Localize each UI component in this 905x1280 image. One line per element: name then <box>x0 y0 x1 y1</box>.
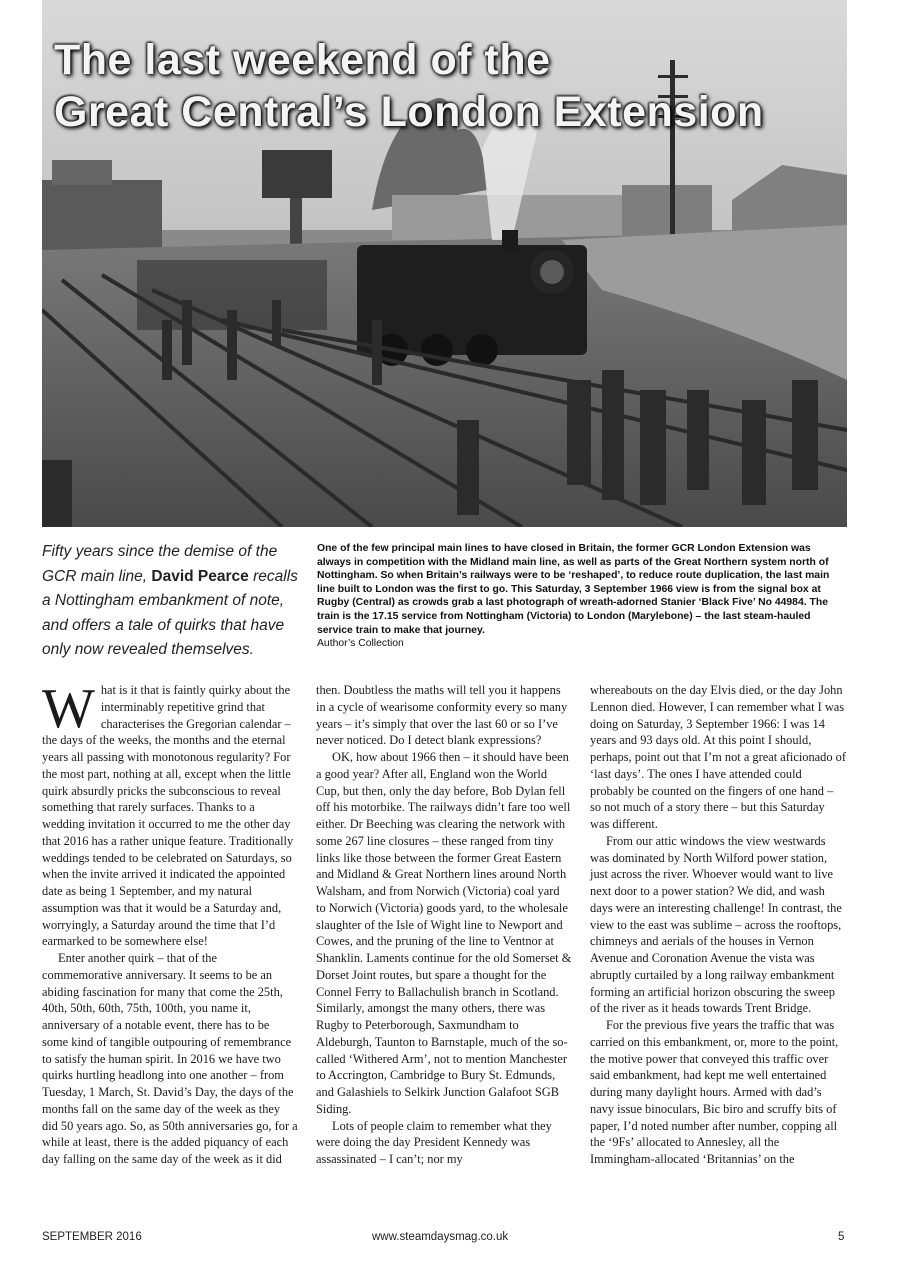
photo-credit: Author’s Collection <box>317 638 404 650</box>
page-number: 5 <box>838 1231 845 1243</box>
headline-line-1: The last weekend of the <box>54 36 551 84</box>
drop-cap: W <box>42 678 95 740</box>
paragraph: hat is it that is faintly quirky about the interminably repetitive grind that characterises the Gregorian calendar – the days of the weeks, the months and the eternal years all passing with monotonous regularity? For the most part, nothing at all, except when the little quirk absurdly pricks the subconscious to reveal something that rarely surfaces. Thanks to a wedding invitation it occurred to me the other day that 2016 has a rather unique feature. Traditionally weddings tended to be celebrated on Saturdays, so when the invite arrived it indicated the appointed date as being 1 September, and my natural assumption was that it would be a Saturday and, worryingly, a Saturday around the time that I’d earmarked to be somewhere else! <box>42 683 294 949</box>
photo-caption <box>317 542 847 651</box>
standfirst <box>42 540 304 663</box>
paragraph: whereabouts on the day Elvis died, or the day John Lennon died. However, I can remember what I was doing on Saturday, 3 September 1966: I was 14 years and 93 days old. At this point I should, perhaps, point out that I’m not a great aficionado of ‘last days’. The ones I have attended could probably be counted on the fingers of one hand – so not much of a story there – but this Saturday was different. <box>590 683 846 831</box>
paragraph: Enter another quirk – that of the commemorative anniversary. It seems to be an abiding fascination for many that come the 25th, 40th, 50th, 60th, 75th, 100th, you name it, anniversary of a notable event, there has to be some kind of tangible outpouring of remembrance to satisfy the human spirit. In 2016 we have two quirks hurtling headlong into one another – from Tuesday, 1 March, St. David’s Day, the days of the months fall on the same day of the week as they did 50 years ago. So, as 50th anniversaries go, for a while at least, there is the added piquancy of each day falling on the same day of the week as it did <box>42 951 298 1166</box>
article-column-2 <box>316 682 572 1168</box>
paragraph: OK, how about 1966 then – it should have been a good year? After all, England won the World Cup, but then, only the day before, Bob Dylan fell off his motorbike. The railways didn’t fare too well either. Dr Beeching was clearing the network with some 267 line closures – these ranged from tiny links like those between the former Great Eastern and Midland & Great Northern lines around North Walsham, and from Norwich (Victoria) coal yard to Norwich (Victoria) goods yard, to the wholesale slaughter of the Isle of Wight line to Newport and Cowes, and the pruning of the line to Ventnor at Shanklin. Laments continue for the old Somerset & Dorset Joint routes, but spare a thought for the Connel Ferry to Ballachulish branch in Scotland. Similarly, amongst the many others, there was Rugby to Peterborough, Saxmundham to Aldeburgh, Taunton to Barnstaple, much of the so-called ‘Withered Arm’, not to mention Manchester to Accrington, Cambridge to Bury St. Edmunds, and Galashiels to Selkirk Junction Galafoot SGB Siding. <box>316 750 572 1116</box>
article-column-3 <box>590 682 846 1168</box>
standfirst-intro: Fifty years since the demise of the GCR main line, <box>42 543 278 585</box>
article-column-1 <box>42 678 298 1168</box>
paragraph: then. Doubtless the maths will tell you it happens in a cycle of wearisome conformity every so many years – it’s simply that over the last 60 or so I’ve never noticed. Do I detect blank expressions? <box>316 683 568 748</box>
standfirst-summary: recalls a Nottingham embankment of note, and offers a tale of quirks that have only now revealed themselves. <box>42 567 298 658</box>
caption-text: One of the few principal main lines to have closed in Britain, the former GCR London Extension was always in competition with the Midland main line, as well as parts of the Great Northern system north of Nottingham. So when Britain’s railways were to be ‘reshaped’, to reduce route duplication, the last main line built to London was the first to go. This Saturday, 3 September 1966 view is from the signal box at Rugby (Central) as crowds grab a last photograph of wreath-adorned Stanier ‘Black Five’ No 44984. The train is the 17.15 service from Nottingham (Victoria) to London (Marylebone) – the last steam-hauled service train to make that journey. <box>317 543 830 636</box>
issue-date: SEPTEMBER 2016 <box>42 1231 142 1243</box>
paragraph: From our attic windows the view westwards was dominated by North Wilford power station, just across the river. Whoever would want to live next door to a power station? We did, and wash days were an interesting challenge! In contrast, the view to the east was sublime – across the rooftops, chimneys and aerials of the houses in Vernon Avenue and Coronation Avenue the vista was abruptly curtailed by a long railway embankment forming an artificial horizon obscuring the sweep of the river as it heads towards Trent Bridge. <box>590 833 842 1016</box>
author-name: David Pearce <box>151 567 249 585</box>
article-headline <box>54 34 834 138</box>
paragraph: For the previous five years the traffic that was carried on this embankment, or, more to the point, the motive power that conveyed this traffic over said embankment, had kept me well entertained during many daylight hours. Armed with dad’s navy issue binoculars, Bic biro and scruffy bits of paper, I’d noted number after number, copping all the ‘9Fs’ allocated to Annesley, all the Immingham-allocated ‘Britannias’ on the <box>590 1018 839 1166</box>
paragraph: Lots of people claim to remember what they were doing the day President Kennedy was assassinated – I can’t; nor my <box>316 1118 552 1166</box>
website-link[interactable]: www.steamdaysmag.co.uk <box>372 1231 509 1243</box>
headline-line-2: Great Central’s London Extension <box>54 88 764 136</box>
